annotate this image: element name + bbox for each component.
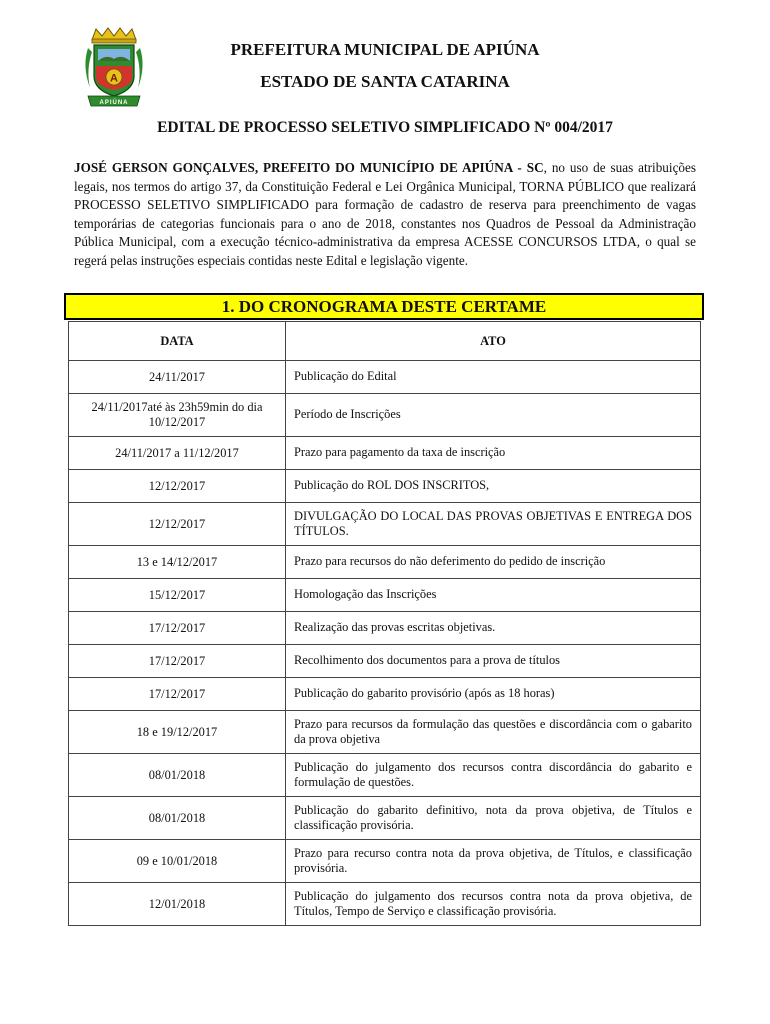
column-header-act: ATO xyxy=(286,322,701,361)
table-row xyxy=(69,612,701,645)
table-row xyxy=(69,361,701,394)
crest-ribbon-text: APIÚNA xyxy=(99,100,129,106)
row-date: 17/12/2017 xyxy=(69,645,286,678)
row-act: Prazo para recursos do não deferimento do pedido de inscrição xyxy=(286,546,701,579)
row-act: Prazo para recurso contra nota da prova objetiva, de Títulos, e classificação provisória. xyxy=(286,840,701,883)
row-act: Publicação do gabarito provisório (após as 18 horas) xyxy=(286,678,701,711)
table-row xyxy=(69,840,701,883)
row-act: Prazo para recursos da formulação das questões e discordância com o gabarito da prova objetiva xyxy=(286,711,701,754)
row-date: 18 e 19/12/2017 xyxy=(69,711,286,754)
row-date: 24/11/2017 xyxy=(69,361,286,394)
intro-mayor-name: JOSÉ GERSON GONÇALVES, PREFEITO DO MUNICÍPIO DE APIÚNA - SC xyxy=(74,160,544,175)
intro-paragraph xyxy=(74,159,696,271)
table-row xyxy=(69,437,701,470)
row-act: Publicação do julgamento dos recursos contra discordância do gabarito e formulação de questões. xyxy=(286,754,701,797)
row-act: Homologação das Inscrições xyxy=(286,579,701,612)
table-row xyxy=(69,754,701,797)
intro-body-text: , no uso de suas atribuições legais, nos termos do artigo 37, da Constituição Federal e Lei Orgânica Municipal, TORNA PÚBLICO que realizará PROCESSO SELETIVO SIMPLIFICADO para formação de cadastro de reserva para preenchimento de vagas temporárias de categorias funcionais para o ano de 2018, constantes nos Quadros de Pessoal da Administração Pública Municipal, com a execução técnico-administrativa da empresa ACESSE CONCURSOS LTDA, o qual se regerá pelas instruções especiais contidas neste Edital e legislação vigente. xyxy=(74,160,696,268)
table-row xyxy=(69,645,701,678)
row-date: 24/11/2017até às 23h59min do dia 10/12/2017 xyxy=(69,394,286,437)
row-date: 09 e 10/01/2018 xyxy=(69,840,286,883)
row-date: 24/11/2017 a 11/12/2017 xyxy=(69,437,286,470)
table-row xyxy=(69,470,701,503)
row-act: Prazo para pagamento da taxa de inscrição xyxy=(286,437,701,470)
table-row xyxy=(69,579,701,612)
row-act: Realização das provas escritas objetivas. xyxy=(286,612,701,645)
schedule-table xyxy=(68,321,701,926)
row-act: Publicação do gabarito definitivo, nota da prova objetiva, de Títulos e classificação provisória. xyxy=(286,797,701,840)
table-row xyxy=(69,797,701,840)
table-row xyxy=(69,711,701,754)
row-date: 12/12/2017 xyxy=(69,470,286,503)
section-title-cronograma: 1. DO CRONOGRAMA DESTE CERTAME xyxy=(64,293,704,320)
table-row xyxy=(69,503,701,546)
column-header-date: DATA xyxy=(69,322,286,361)
table-header-row xyxy=(69,322,701,361)
row-act: DIVULGAÇÃO DO LOCAL DAS PROVAS OBJETIVAS E ENTREGA DOS TÍTULOS. xyxy=(286,503,701,546)
row-date: 12/01/2018 xyxy=(69,883,286,926)
table-row xyxy=(69,546,701,579)
row-act: Publicação do julgamento dos recursos contra nota da prova objetiva, de Títulos, Tempo de Serviço e classificação provisória. xyxy=(286,883,701,926)
row-date: 17/12/2017 xyxy=(69,678,286,711)
header-municipality: PREFEITURA MUNICIPAL DE APIÚNA xyxy=(230,40,540,59)
table-row xyxy=(69,678,701,711)
edital-title: EDITAL DE PROCESSO SELETIVO SIMPLIFICADO Nº 004/2017 xyxy=(157,119,613,136)
row-act: Recolhimento dos documentos para a prova de títulos xyxy=(286,645,701,678)
crest-letter: A xyxy=(110,72,118,85)
row-date: 12/12/2017 xyxy=(69,503,286,546)
header-state: ESTADO DE SANTA CATARINA xyxy=(260,72,510,91)
municipal-coat-of-arms-icon xyxy=(82,26,146,108)
row-date: 13 e 14/12/2017 xyxy=(69,546,286,579)
row-act: Período de Inscrições xyxy=(286,394,701,437)
row-act: Publicação do ROL DOS INSCRITOS, xyxy=(286,470,701,503)
table-row xyxy=(69,883,701,926)
table-row xyxy=(69,394,701,437)
row-date: 08/01/2018 xyxy=(69,797,286,840)
row-date: 15/12/2017 xyxy=(69,579,286,612)
row-date: 08/01/2018 xyxy=(69,754,286,797)
row-act: Publicação do Edital xyxy=(286,361,701,394)
row-date: 17/12/2017 xyxy=(69,612,286,645)
